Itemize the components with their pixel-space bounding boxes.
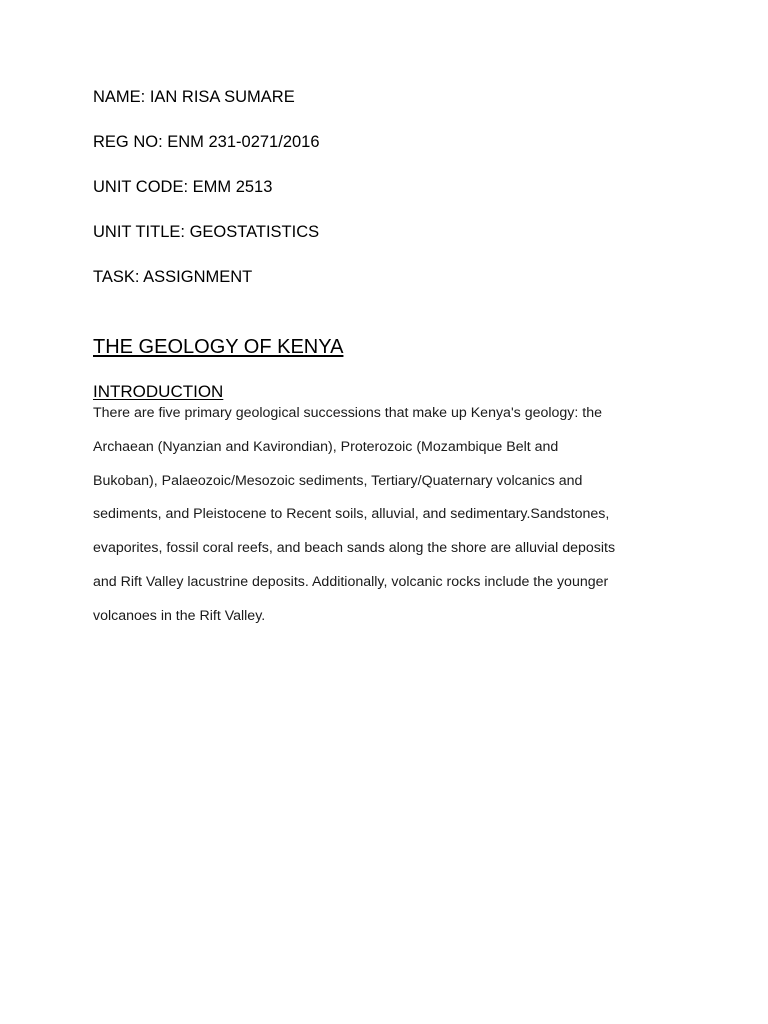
paragraph-line: and Rift Valley lacustrine deposits. Additionally, volcanic rocks include the younger	[93, 573, 609, 590]
document-title: THE GEOLOGY OF KENYA	[93, 336, 344, 358]
paragraph-line: evaporites, fossil coral reefs, and beach sands along the shore are alluvial deposits	[93, 540, 616, 557]
paragraph-line: Archaean (Nyanzian and Kavirondian), Proterozoic (Mozambique Belt and	[93, 438, 559, 455]
paragraph-line: sediments, and Pleistocene to Recent soils, alluvial, and sedimentary.Sandstones,	[93, 506, 610, 523]
paragraph-line: volcanoes in the Rift Valley.	[93, 607, 266, 624]
student-name-line: NAME: IAN RISA SUMARE	[93, 88, 295, 106]
unit-title-line: UNIT TITLE: GEOSTATISTICS	[93, 223, 320, 241]
registration-number-line: REG NO: ENM 231-0271/2016	[93, 133, 320, 151]
paragraph-line: Bukoban), Palaeozoic/Mesozoic sediments, Tertiary/Quaternary volcanics and	[93, 472, 583, 489]
paragraph-line: There are five primary geological successions that make up Kenya's geology: the	[93, 405, 602, 421]
section-heading-introduction: INTRODUCTION	[93, 382, 224, 401]
introduction-paragraph	[93, 402, 673, 639]
unit-code-line: UNIT CODE: EMM 2513	[93, 178, 273, 196]
task-line: TASK: ASSIGNMENT	[93, 268, 253, 286]
